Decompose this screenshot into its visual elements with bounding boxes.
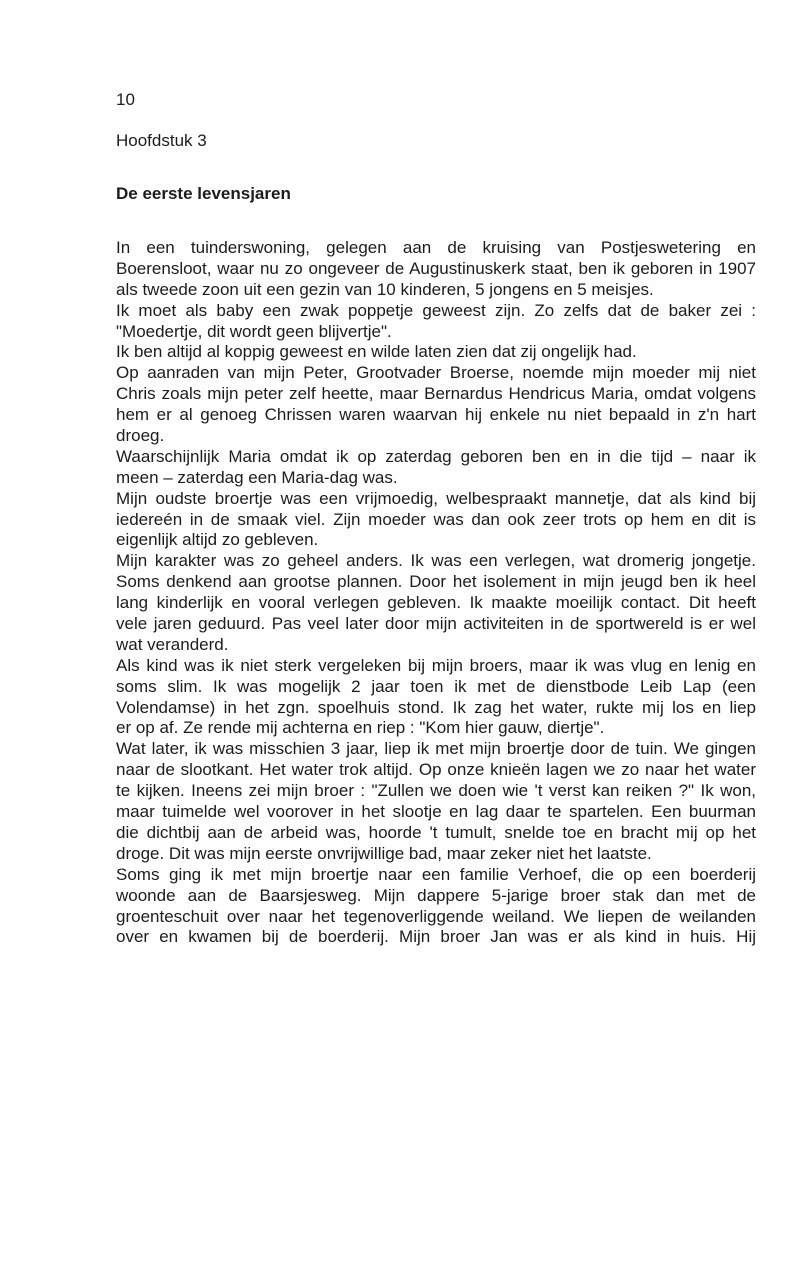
text-line: Op aanraden van mijn Peter, Grootvader Broerse, noemde mijn moeder mij niet bbox=[116, 363, 756, 383]
text-line: Ik ben altijd al koppig geweest en wilde laten zien dat zij ongelijk had. bbox=[116, 342, 637, 362]
text-line: Wat later, ik was misschien 3 jaar, liep ik met mijn broertje door de tuin. We gingen bbox=[116, 739, 756, 759]
text-line: droge. Dit was mijn eerste onvrijwillige bad, maar zeker niet het laatste. bbox=[116, 843, 652, 863]
text-line: Mijn oudste broertje was een vrijmoedig, welbespraakt mannetje, dat als kind bij bbox=[116, 488, 756, 508]
text-line: Waarschijnlijk Maria omdat ik op zaterdag geboren ben en in die tijd – naar ik bbox=[116, 446, 756, 466]
text-line: iedereén in de smaak viel. Zijn moeder was dan ook zeer trots op hem en dit is bbox=[116, 509, 756, 529]
text-line: meen – zaterdag een Maria-dag was. bbox=[116, 467, 398, 487]
text-line: Soms denkend aan grootse plannen. Door het isolement in mijn jeugd ben ik heel bbox=[116, 572, 756, 592]
text-line: woonde aan de Baarsjesweg. Mijn dappere 5-jarige broer stak dan met de bbox=[116, 885, 756, 905]
text-line: Als kind was ik niet sterk vergeleken bij mijn broers, maar ik was vlug en lenig en bbox=[116, 655, 756, 675]
text-line: Chris zoals mijn peter zelf heette, maar Bernardus Hendricus Maria, omdat volgens bbox=[116, 384, 756, 404]
text-line: die dichtbij aan de arbeid was, hoorde 't tumult, snelde toe en bracht mij op het bbox=[116, 822, 756, 842]
text-line: Ik moet als baby een zwak poppetje geweest zijn. Zo zelfs dat de baker zei : bbox=[116, 300, 756, 320]
text-line: droeg. bbox=[116, 426, 165, 446]
chapter-title: De eerste levensjaren bbox=[116, 184, 291, 203]
text-line: Mijn karakter was zo geheel anders. Ik was een verlegen, wat dromerig jongetje. bbox=[116, 551, 756, 571]
text-line: er op af. Ze rende mij achterna en riep : "Kom hier gauw, diertje". bbox=[116, 718, 605, 738]
body-text bbox=[116, 238, 756, 948]
text-line: Soms ging ik met mijn broertje naar een familie Verhoef, die op een boerderij bbox=[116, 864, 756, 884]
text-line: eigenlijk altijd zo gebleven. bbox=[116, 530, 319, 550]
text-line: In een tuinderswoning, gelegen aan de kruising van Postjeswetering en bbox=[116, 238, 756, 257]
text-line: groenteschuit over naar het tegenoverliggende weiland. We liepen de weilanden bbox=[116, 906, 756, 926]
page-number: 10 bbox=[116, 90, 135, 109]
text-line: vele jaren geduurd. Pas veel later door mijn activiteiten in de sportwereld is er wel bbox=[116, 614, 756, 634]
text-line: "Moedertje, dit wordt geen blijvertje". bbox=[116, 321, 392, 341]
text-line: te kijken. Ineens zei mijn broer : "Zullen we doen wie 't verst kan reiken ?" Ik won, bbox=[116, 781, 756, 801]
text-line: hem er al genoeg Chrissen waren waarvan hij enkele nu niet bepaald in z'n hart bbox=[116, 405, 756, 425]
text-line: lang kinderlijk en vooral verlegen gebleven. Ik maakte moeilijk contact. Dit heeft bbox=[116, 593, 756, 613]
text-line: Boerensloot, waar nu zo ongeveer de Augustinuskerk staat, ben ik geboren in 1907 bbox=[116, 258, 756, 278]
text-line: Volendamse) in het zgn. spoelhuis stond. Ik zag het water, rukte mij los en liep bbox=[116, 697, 756, 717]
text-line: soms slim. Ik was mogelijk 2 jaar toen ik met de dienstbode Leib Lap (een bbox=[116, 676, 756, 696]
chapter-heading: Hoofdstuk 3 bbox=[116, 131, 207, 150]
text-line: maar tuimelde wel voorover in het slootje en lag daar te spartelen. Een buurman bbox=[116, 802, 756, 822]
text-line: wat veranderd. bbox=[116, 634, 229, 654]
text-line: als tweede zoon uit een gezin van 10 kinderen, 5 jongens en 5 meisjes. bbox=[116, 279, 654, 299]
text-line: naar de slootkant. Het water trok altijd. Op onze knieën lagen we zo naar het water bbox=[116, 760, 756, 780]
text-line: over en kwamen bij de boerderij. Mijn broer Jan was er als kind in huis. Hij bbox=[116, 927, 756, 947]
